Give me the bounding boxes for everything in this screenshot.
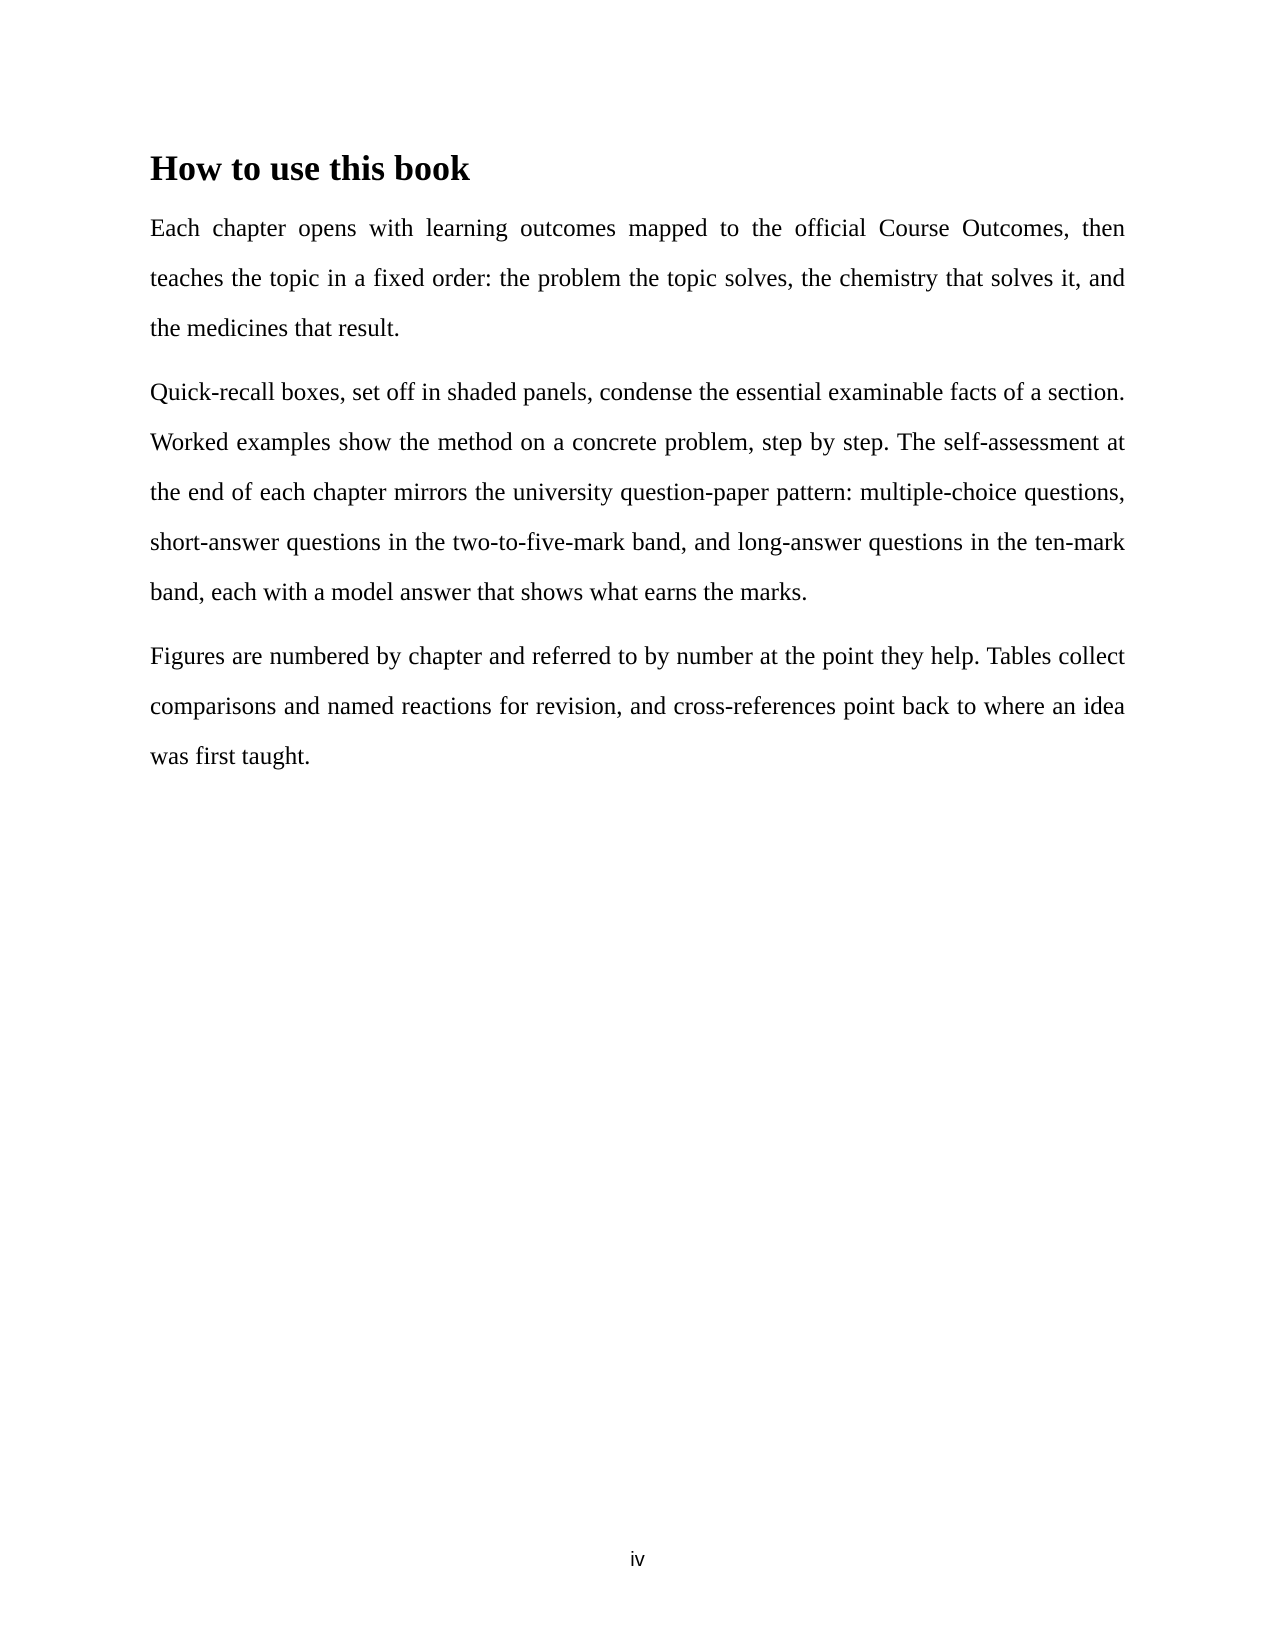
page-content [150, 146, 1125, 796]
paragraph-study-aids: Quick-recall boxes, set off in shaded panels, condense the essential examinable facts of a section. Worked examples show the method on a concrete problem, step by step. The self-assessment at the end of each chapter mirrors the university question-paper pattern: multiple-choice questions, short-answer questions in the two-to-five-mark band, and long-answer questions in the ten-mark band, each with a model answer that shows what earns the marks. [150, 379, 1125, 606]
paragraph-figures-tables: Figures are numbered by chapter and referred to by number at the point they help. Tables collect comparisons and named reactions for revision, and cross-references point back to where an idea was first taught. [150, 643, 1125, 770]
page-number: iv [630, 1549, 645, 1571]
section-heading: How to use this book [150, 148, 471, 188]
paragraph-chapter-structure: Each chapter opens with learning outcomes mapped to the official Course Outcomes, then teaches the topic in a fixed order: the problem the topic solves, the chemistry that solves it, and the medicines that result. [150, 215, 1125, 342]
